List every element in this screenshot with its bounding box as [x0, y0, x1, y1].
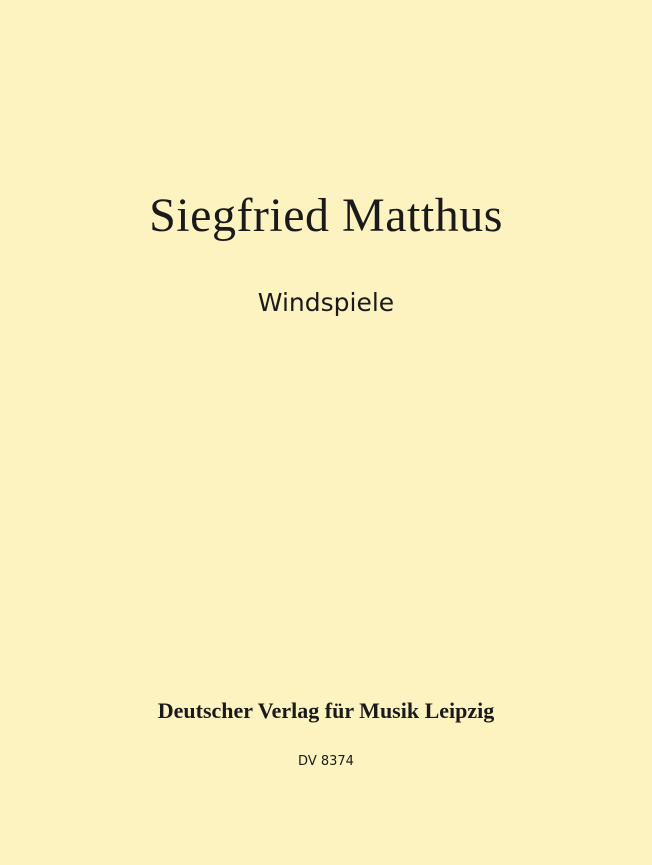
publisher-name: Deutscher Verlag für Musik Leipzig	[157, 698, 495, 723]
plate-number: DV 8374	[298, 754, 354, 769]
work-title: Windspiele	[257, 288, 395, 317]
composer-name: Siegfried Matthus	[149, 189, 503, 242]
